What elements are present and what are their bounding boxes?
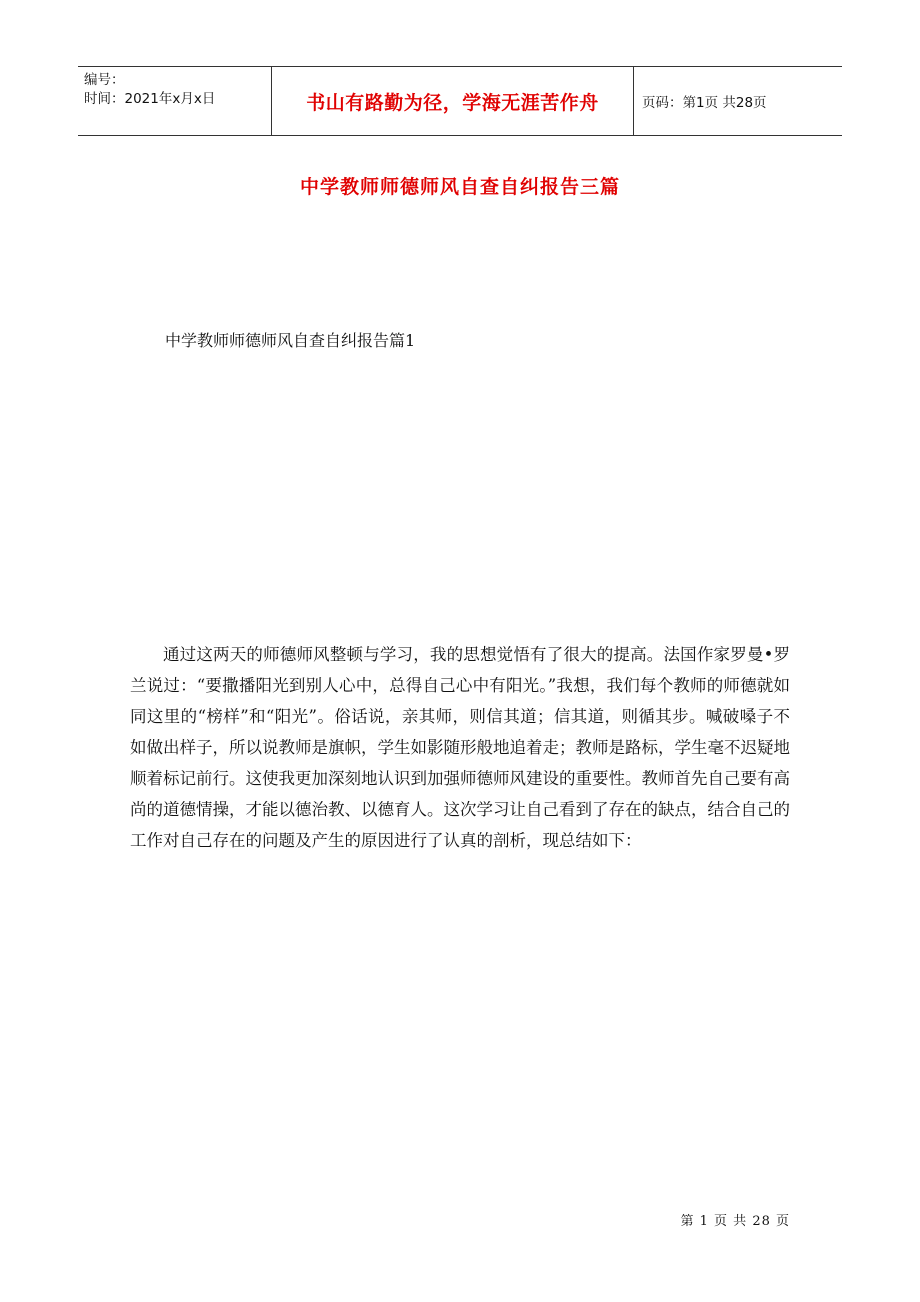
document-title: 中学教师师德师风自查自纠报告三篇 [299,176,620,198]
time-label: 时间：2021年x月x日 [84,91,216,107]
header-page-cell [634,67,842,135]
serial-label: 编号： [84,72,125,88]
header-motto-cell [272,67,634,135]
page-footer: 第 1 页 共 28 页 [680,1214,790,1229]
body-paragraph: 通过这两天的师德师风整顿与学习，我的思想觉悟有了很大的提高。法国作家罗曼•罗兰说过：“要撒播阳光到别人心中，总得自己心中有阳光。”我想，我们每个教师的师德就如同这里的“榜样”和“阳光”。俗话说，亲其师，则信其道；信其道，则循其步。喊破嗓子不如做出样子，所以说教师是旗帜，学生如影随形般地追着走；教师是路标，学生毫不迟疑地顺着标记前行。这使我更加深刻地认识到加强师德师风建设的重要性。教师首先自己要有高尚的道德情操，才能以德治教、以德育人。这次学习让自己看到了存在的缺点，结合自己的工作对自己存在的问题及产生的原因进行了认真的剖析，现总结如下： [130,644,790,850]
document-header [78,66,842,136]
motto-text: 书山有路勤为径，学海无涯苦作舟 [306,91,599,114]
header-meta-cell [78,67,272,135]
page-info: 页码：第1页 共28页 [642,95,767,111]
section-subtitle: 中学教师师德师风自查自纠报告篇1 [165,331,416,350]
